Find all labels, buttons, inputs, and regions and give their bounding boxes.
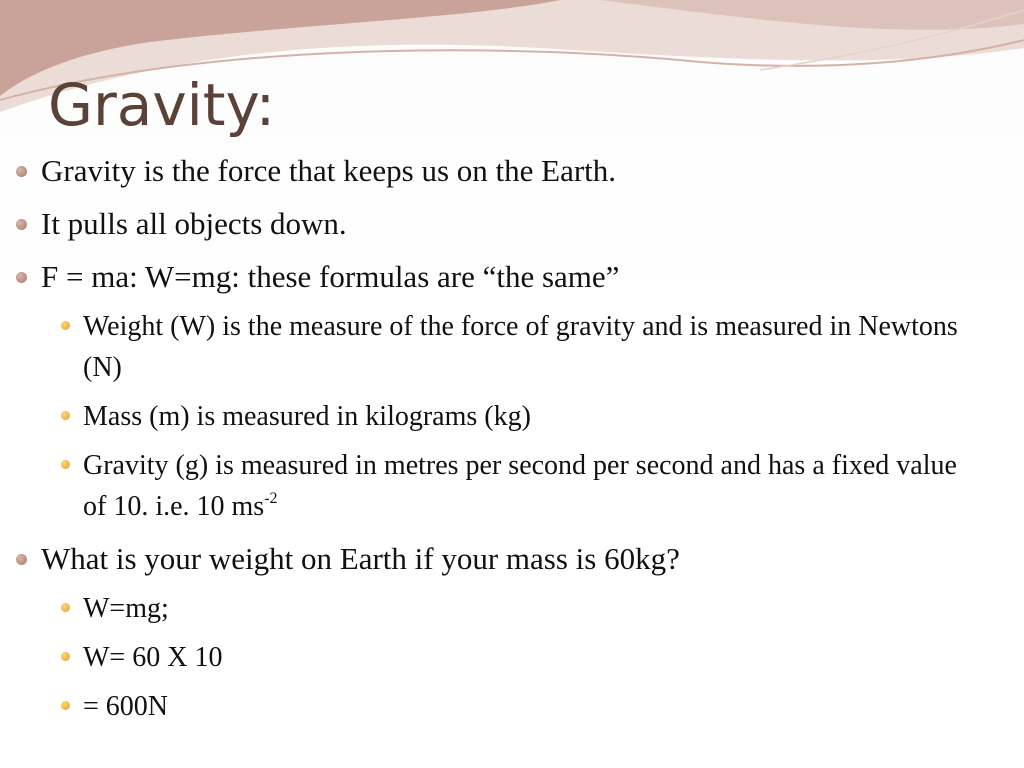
slide-title: Gravity: xyxy=(48,71,276,139)
sub-bullet-dot-icon xyxy=(61,321,70,330)
sub-bullet-dot-icon xyxy=(61,460,70,469)
bullet-item xyxy=(0,205,1000,243)
bullet-text: What is your weight on Earth if your mass is 60kg? xyxy=(41,541,680,576)
sub-bullet-item xyxy=(0,686,983,727)
sub-bullet-text: W= 60 X 10 xyxy=(83,642,223,673)
bullet-dot-icon xyxy=(16,272,27,283)
bullet-item xyxy=(0,152,1000,190)
sub-bullet-text: Gravity (g) is measured in metres per second per second and has a fixed value of 10. i.e. 10 ms xyxy=(83,450,957,522)
bullet-text: It pulls all objects down. xyxy=(41,206,347,241)
sub-bullet-dot-icon xyxy=(61,701,70,710)
sub-bullet-text: W=mg; xyxy=(83,593,169,624)
bullet-item xyxy=(0,540,1000,578)
sub-bullet-text: Mass (m) is measured in kilograms (kg) xyxy=(83,401,531,432)
sub-bullet-dot-icon xyxy=(61,411,70,420)
sub-bullet-text: = 600N xyxy=(83,691,169,722)
sub-bullet-item xyxy=(0,637,983,678)
sub-bullet-item xyxy=(0,396,983,437)
sub-bullet-dot-icon xyxy=(61,652,70,661)
bullet-text: Gravity is the force that keeps us on the Earth. xyxy=(41,153,617,188)
bullet-dot-icon xyxy=(16,219,27,230)
bullet-item xyxy=(0,258,1000,296)
exponent-superscript: -2 xyxy=(264,490,278,507)
sub-bullet-text: Weight (W) is the measure of the force of gravity and is measured in Newtons (N) xyxy=(83,311,958,383)
bullet-dot-icon xyxy=(16,554,27,565)
sub-bullet-item xyxy=(0,306,983,388)
sub-bullet-dot-icon xyxy=(61,603,70,612)
sub-bullet-item xyxy=(0,445,983,527)
sub-bullet-item xyxy=(0,588,983,629)
bullet-list xyxy=(0,152,1000,727)
bullet-dot-icon xyxy=(16,166,27,177)
bullet-text: F = ma: W=mg: these formulas are “the same” xyxy=(41,259,620,294)
